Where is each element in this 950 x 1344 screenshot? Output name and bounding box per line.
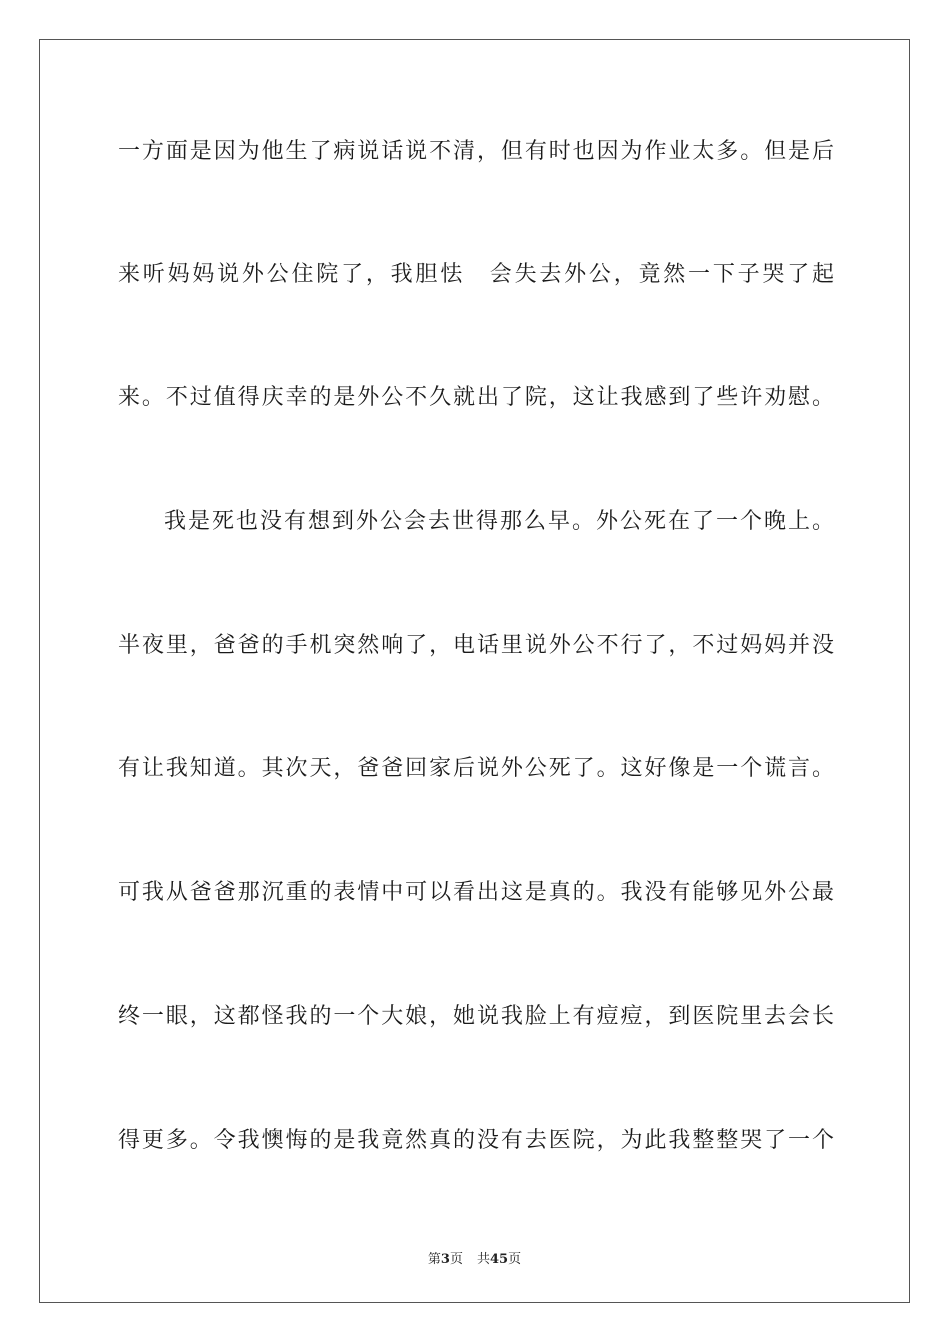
text-line-2: 来听妈妈说外公住院了，我胆怯 会失去外公，竟然一下子哭了起 [118,262,834,287]
text-line-9: 得更多。令我懊悔的是我竟然真的没有去医院，为此我整整哭了一个 [118,1128,834,1153]
page-number: 3 [440,1252,450,1267]
total-suffix: 页 [508,1252,522,1267]
text-line-6: 有让我知道。其次天，爸爸回家后说外公死了。这好像是一个谎言。 [118,756,834,781]
page-footer [40,1248,909,1267]
page-prefix: 第 [427,1252,441,1267]
text-line-3: 来。不过值得庆幸的是外公不久就出了院，这让我感到了些许劝慰。 [118,385,834,410]
text-line-4: 我是死也没有想到外公会去世得那么早。外公死在了一个晚上。 [164,509,834,534]
text-line-5: 半夜里，爸爸的手机突然响了，电话里说外公不行了，不过妈妈并没 [118,633,834,658]
page-suffix: 页 [449,1252,463,1267]
text-line-7: 可我从爸爸那沉重的表情中可以看出这是真的。我没有能够见外公最 [118,880,834,905]
text-line-1: 一方面是因为他生了病说话说不清，但有时也因为作业太多。但是后 [118,139,834,164]
total-pages: 45 [489,1252,509,1267]
total-prefix: 共 [476,1252,490,1267]
document-page [39,39,910,1303]
text-line-8: 终一眼，这都怪我的一个大娘，她说我脸上有痘痘，到医院里去会长 [118,1004,834,1029]
